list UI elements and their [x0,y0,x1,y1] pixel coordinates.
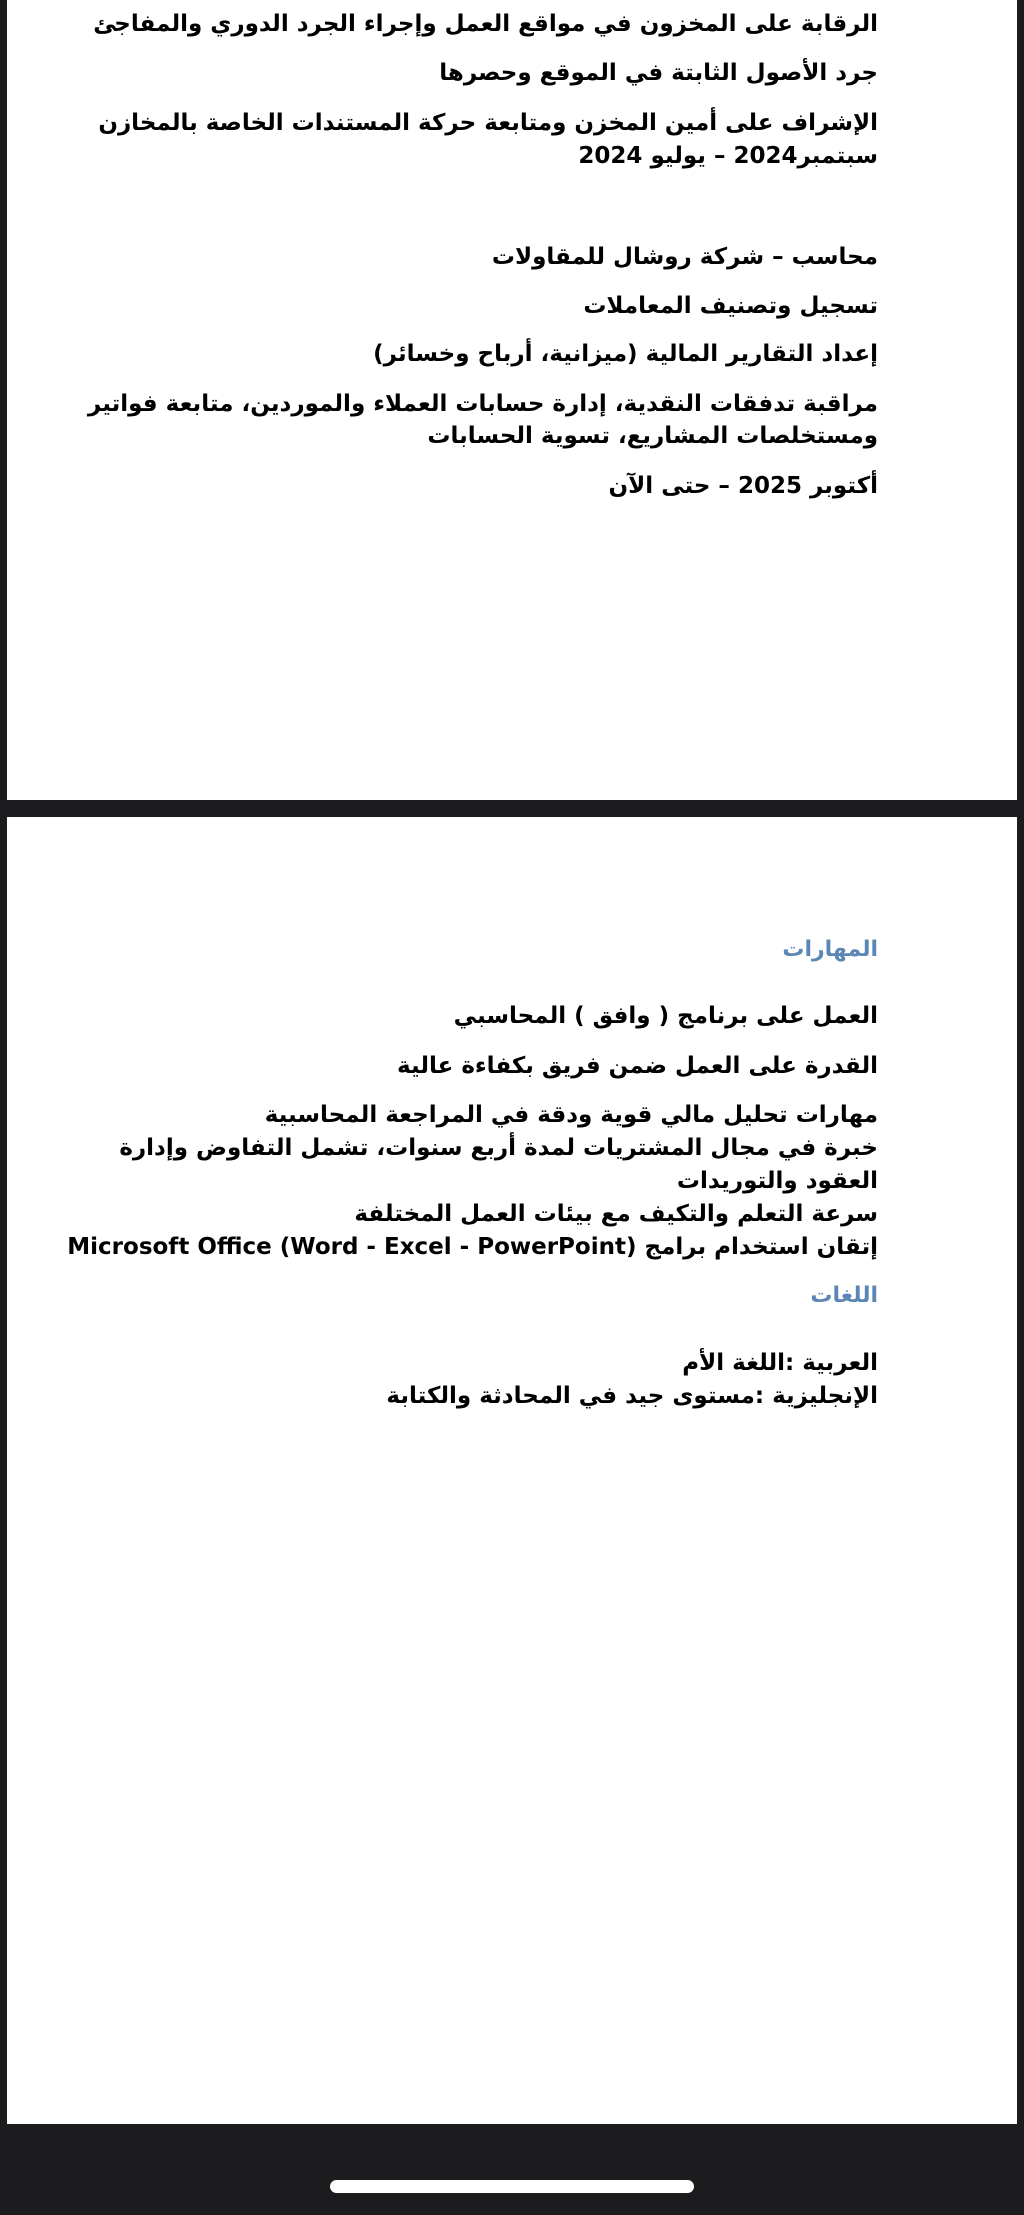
home-indicator[interactable] [330,2180,694,2193]
document-page-1 [7,0,1017,800]
job-duty: تسجيل وتصنيف المعاملات [583,293,878,319]
skill-item: خبرة في مجال المشتريات لمدة أربع سنوات، تشمل التفاوض وإدارة [119,1135,878,1161]
skills-heading: المهارات [782,937,878,962]
language-item: العربية :اللغة الأم [682,1350,878,1376]
skill-item: سرعة التعلم والتكيف مع بيئات العمل المختلفة [354,1201,878,1227]
duty-inventory-control: الرقابة على المخزون في مواقع العمل وإجراء الجرد الدوري والمفاجئ [93,11,878,37]
job-title: محاسب – شركة روشال للمقاولات [491,244,878,270]
language-item: الإنجليزية :مستوى جيد في المحادثة والكتابة [386,1383,878,1409]
skill-item: مهارات تحليل مالي قوية ودقة في المراجعة المحاسبية [264,1102,878,1128]
job-duty: ومستخلصات المشاريع، تسوية الحسابات [427,423,878,449]
languages-heading: اللغات [810,1283,878,1308]
job-duty: مراقبة تدفقات النقدية، إدارة حسابات العملاء والموردين، متابعة فواتير [87,391,878,417]
skill-item: القدرة على العمل ضمن فريق بكفاءة عالية [397,1053,878,1079]
duty-warehouse-supervision: الإشراف على أمين المخزن ومتابعة حركة المستندات الخاصة بالمخازن [98,110,878,136]
prev-job-period: سبتمبر2024 – يوليو 2024 [578,143,878,169]
duty-fixed-assets: جرد الأصول الثابتة في الموقع وحصرها [439,60,878,86]
job-period: أكتوبر 2025 – حتى الآن [608,473,878,499]
skill-item: العمل على برنامج ( وافق ) المحاسبي [453,1003,878,1029]
job-duty: إعداد التقارير المالية (ميزانية، أرباح وخسائر) [373,341,878,367]
skill-item: العقود والتوريدات [676,1168,878,1194]
document-page-2 [7,817,1017,2124]
skill-item: إتقان استخدام برامج (Microsoft Office (Word - Excel - PowerPoint [67,1234,878,1260]
